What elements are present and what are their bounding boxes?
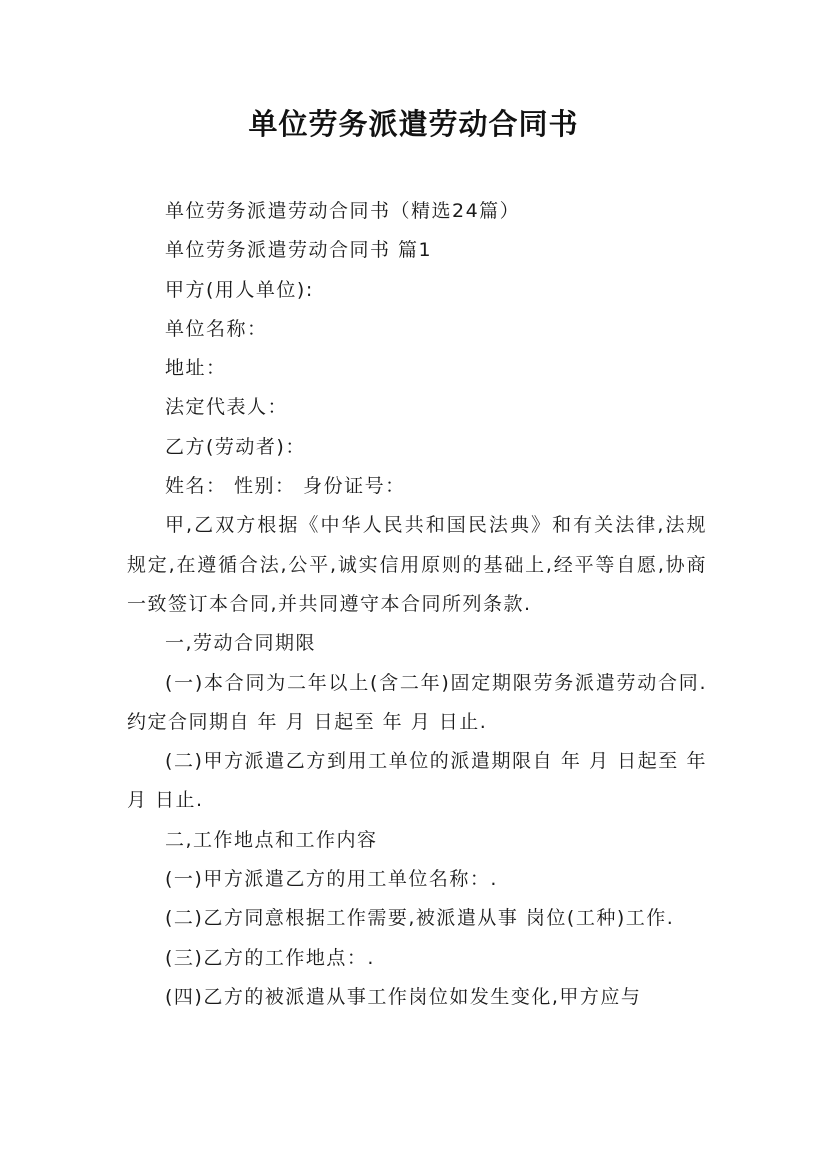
document-title: 单位劳务派遣劳动合同书 (248, 107, 579, 141)
paragraph: (四)乙方的被派遣从事工作岗位如发生变化,甲方应与 (165, 985, 642, 1008)
paragraph: 地址： (165, 357, 227, 380)
paragraph: 单位名称： (165, 317, 268, 340)
paragraph: 法定代表人： (165, 396, 289, 419)
paragraph: 二,工作地点和工作内容 (165, 828, 378, 851)
paragraph: (二)甲方派遣乙方到用工单位的派遣期限自 年 月 日起至 年 月 日止. (127, 750, 707, 812)
paragraph: 甲方(用人单位): (165, 278, 314, 301)
paragraph: 乙方(劳动者)： (165, 435, 306, 458)
paragraph: 一,劳动合同期限 (165, 632, 317, 655)
paragraph: 单位劳务派遣劳动合同书（精选24篇） (165, 200, 521, 222)
paragraph: 甲,乙双方根据《中华人民共和国民法典》和有关法律,法规规定,在遵循合法,公平,诚实信用原则的基础上,经平等自愿,协商一致签订本合同,并共同遵守本合同所列条款. (127, 514, 707, 615)
paragraph: (二)乙方同意根据工作需要,被派遣从事 岗位(工种)工作. (165, 907, 675, 930)
paragraph: (三)乙方的工作地点：. (165, 946, 375, 969)
paragraph: (一)甲方派遣乙方的用工单位名称：. (165, 868, 498, 891)
document-body (127, 192, 707, 1017)
paragraph: (一)本合同为二年以上(含二年)固定期限劳务派遣劳动合同.约定合同期自 年 月 日起至 年 月 日止. (127, 671, 707, 733)
paragraph: 姓名： 性别： 身份证号： (165, 475, 406, 498)
paragraph: 单位劳务派遣劳动合同书 篇1 (165, 239, 433, 262)
